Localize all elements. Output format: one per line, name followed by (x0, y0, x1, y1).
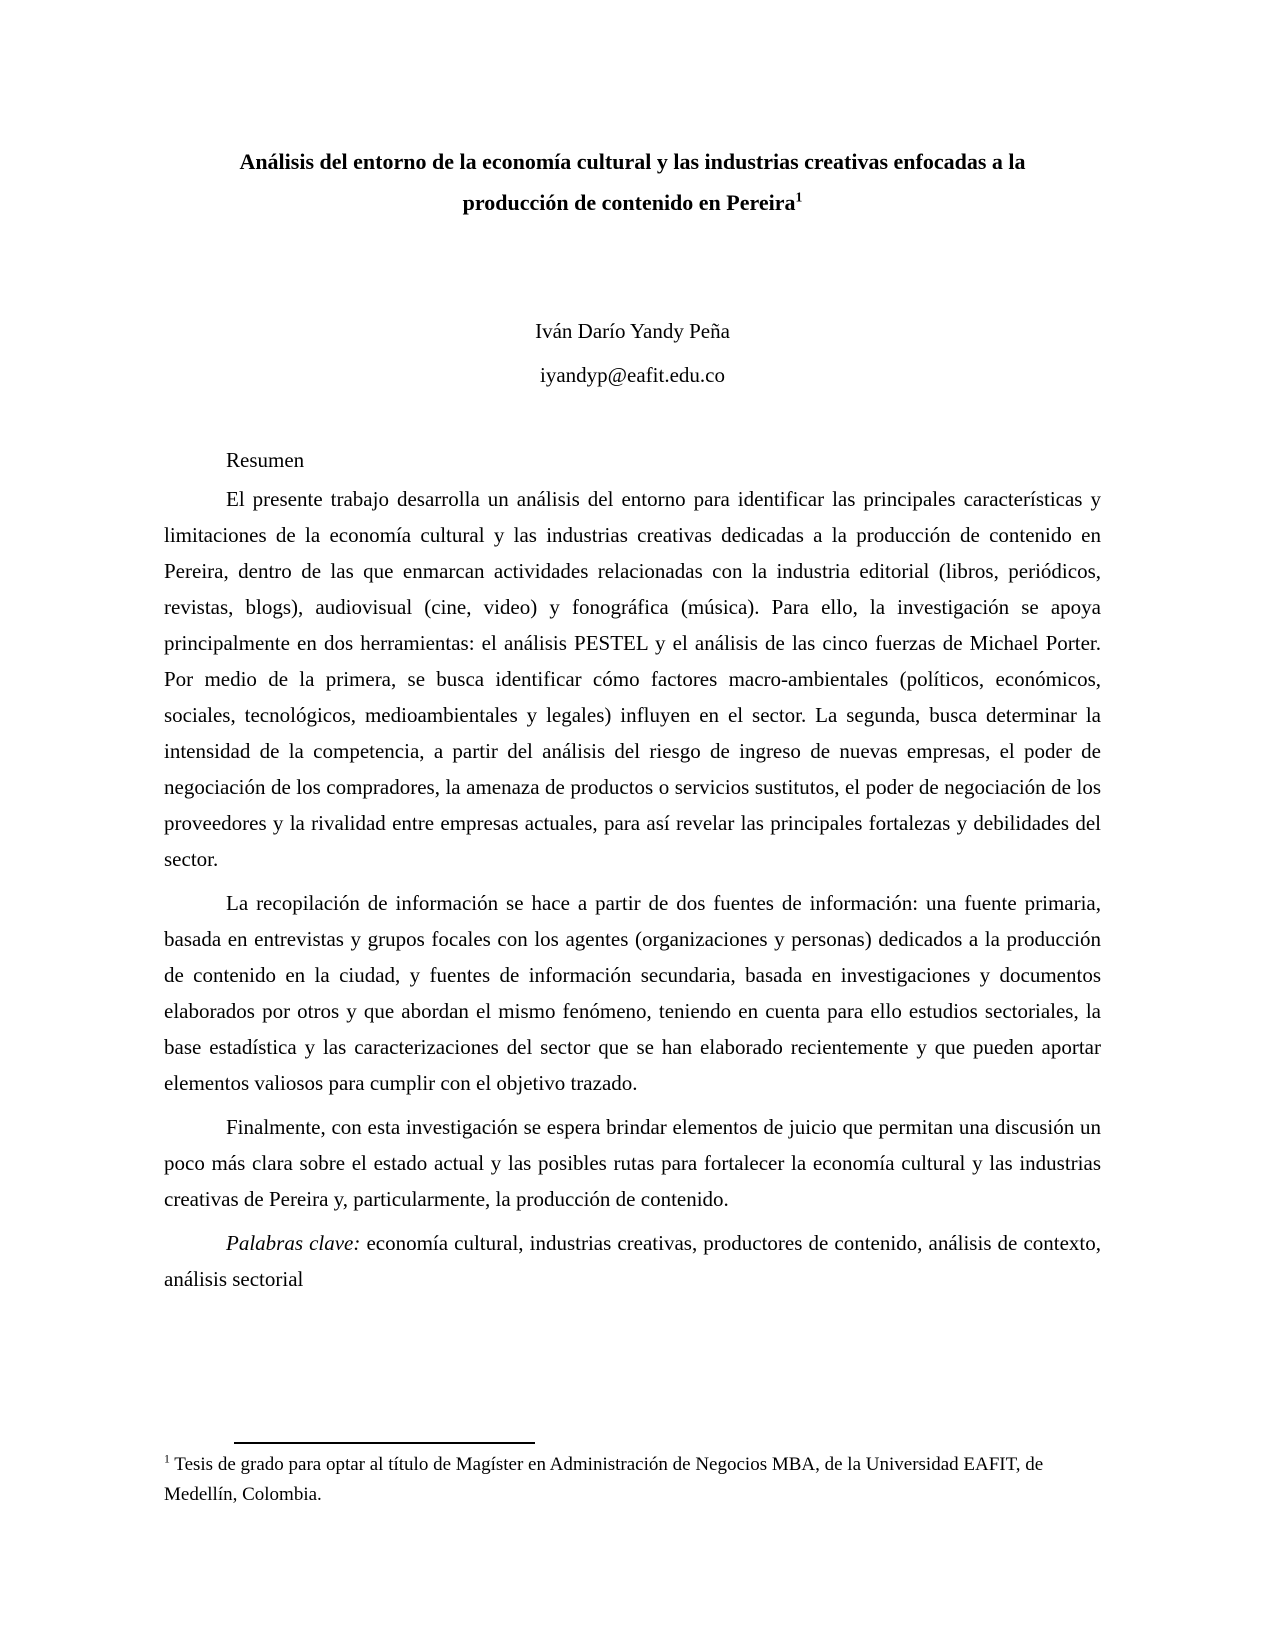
abstract-heading: Resumen (226, 448, 305, 472)
abstract-paragraph-2: La recopilación de información se hace a partir de dos fuentes de información: una fuente primaria, basada en entrevistas y grupos focales con los agentes (organizaciones y personas) dedicados a la producción de contenido en la ciudad, y fuentes de información secundaria, basada en investigaciones y documentos elaborados por otros y que abordan el mismo fenómeno, teniendo en cuenta para ello estudios sectoriales, la base estadística y las caracterizaciones del sector que se han elaborado recientemente y que pueden aportar elementos valiosos para cumplir con el objetivo trazado. (164, 891, 1101, 1095)
footnote (164, 1450, 1101, 1510)
author-email: iyandyp@eafit.edu.co (540, 363, 725, 387)
title-line-2-text: producción de contenido en Pereira (462, 190, 796, 215)
author-name: Iván Darío Yandy Peña (535, 319, 730, 343)
keywords-label: Palabras clave: (226, 1231, 361, 1255)
keywords-paragraph (164, 1225, 1101, 1297)
title-footnote-ref: 1 (795, 189, 803, 205)
footnote-text: Tesis de grado para optar al título de Magíster en Administración de Negocios MBA, de la Universidad EAFIT, de Medellín, Colombia. (164, 1454, 1044, 1505)
paper-title (164, 141, 1101, 223)
author-block (164, 309, 1101, 397)
title-line-1: Análisis del entorno de la economía cultural y las industrias creativas enfocadas a la (239, 149, 1026, 174)
abstract-paragraph-3: Finalmente, con esta investigación se espera brindar elementos de juicio que permitan una discusión un poco más clara sobre el estado actual y las posibles rutas para fortalecer la economía cultural y las industrias creativas de Pereira y, particularmente, la producción de contenido. (164, 1115, 1101, 1211)
footnote-block (164, 1442, 1101, 1510)
title-line-2 (164, 182, 1101, 223)
footnote-ref: 1 (164, 1452, 170, 1466)
abstract-paragraph-1: El presente trabajo desarrolla un análisis del entorno para identificar las principales características y limitaciones de la economía cultural y las industrias creativas dedicadas a la producción de contenido en Pereira, dentro de las que enmarcan actividades relacionadas con la industria editorial (libros, periódicos, revistas, blogs), audiovisual (cine, video) y fonográfica (música). Para ello, la investigación se apoya principalmente en dos herramientas: el análisis PESTEL y el análisis de las cinco fuerzas de Michael Porter. Por medio de la primera, se busca identificar cómo factores macro-ambientales (políticos, económicos, sociales, tecnológicos, medioambientales y legales) influyen en el sector. La segunda, busca determinar la intensidad de la competencia, a partir del análisis del riesgo de ingreso de nuevas empresas, el poder de negociación de los compradores, la amenaza de productos o servicios sustitutos, el poder de negociación de los proveedores y la rivalidad entre empresas actuales, para así revelar las principales fortalezas y debilidades del sector. (164, 487, 1101, 871)
keywords-text: economía cultural, industrias creativas, productores de contenido, análisis de contexto, análisis sectorial (164, 1231, 1102, 1291)
page-content (0, 141, 1275, 1297)
footnote-separator (234, 1442, 535, 1444)
